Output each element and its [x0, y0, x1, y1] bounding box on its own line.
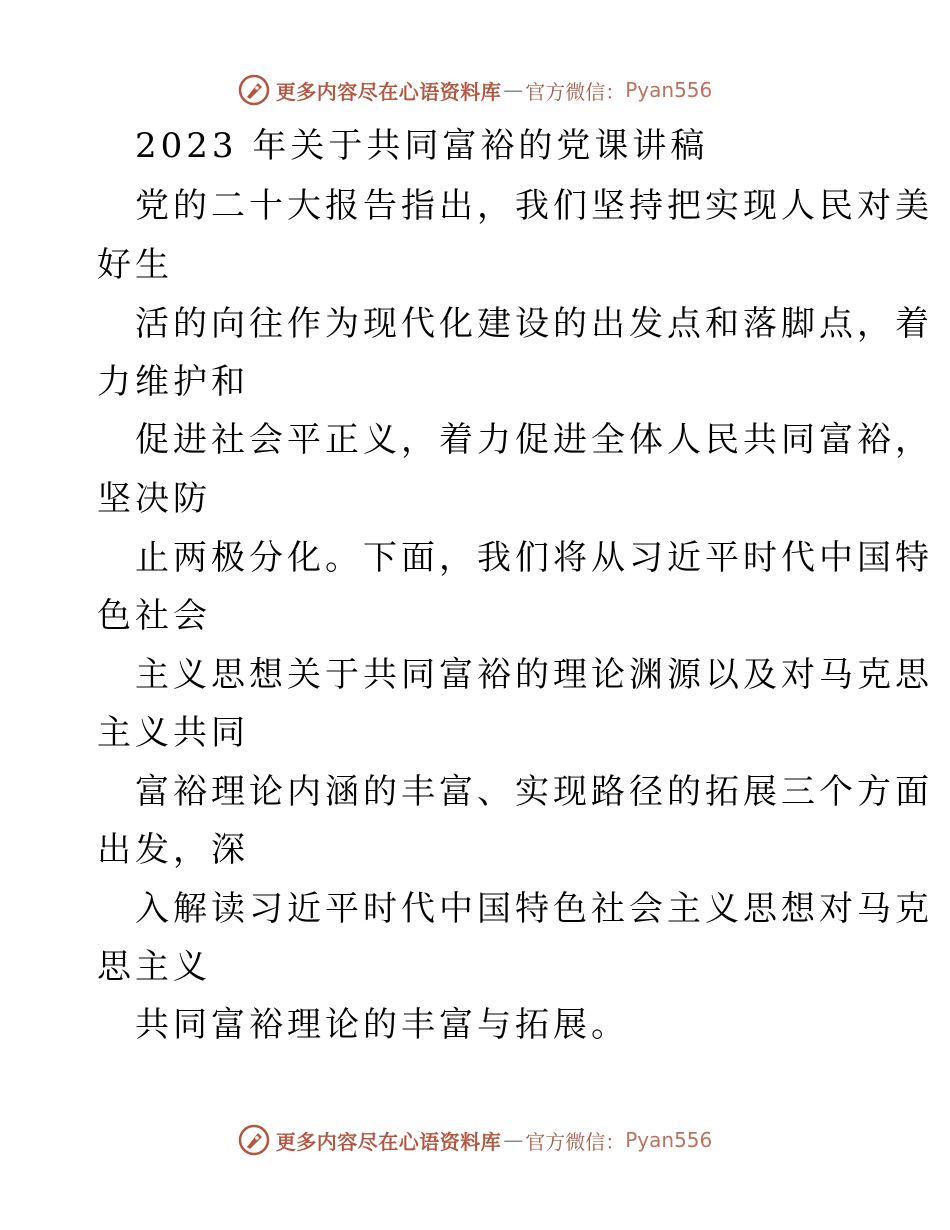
paragraph-line: 色社会	[97, 596, 211, 636]
paragraph-line: 思主义	[97, 947, 211, 987]
watermark-footer	[0, 1120, 950, 1160]
paragraph-line: 主义思想关于共同富裕的理论渊源以及对马克思	[135, 655, 933, 695]
paragraph-line: 力维护和	[97, 362, 249, 402]
paragraph-line: 党的二十大报告指出，我们坚持把实现人民对美	[135, 186, 933, 226]
paragraph-line: 主义共同	[97, 713, 249, 753]
paragraph-line: 促进社会平正义，着力促进全体人民共同富裕，	[135, 420, 933, 460]
watermark-label: 官方微信：	[525, 79, 626, 104]
paragraph-line: 止两极分化。下面，我们将从习近平时代中国特	[135, 538, 933, 578]
paragraph-line: 坚决防	[97, 479, 211, 519]
watermark-dash: —	[503, 78, 524, 102]
watermark-main-text: 更多内容尽在心语资料库	[275, 79, 502, 104]
document-title: 2023 年关于共同富裕的党课讲稿	[135, 126, 709, 166]
watermark-label: 官方微信：	[525, 1129, 626, 1154]
paragraph-line: 富裕理论内涵的丰富、实现路径的拓展三个方面	[135, 772, 933, 812]
paragraph-line: 共同富裕理论的丰富与拓展。	[135, 1005, 629, 1045]
watermark-main-text: 更多内容尽在心语资料库	[275, 1129, 502, 1154]
pen-nib-logo-icon	[238, 74, 270, 106]
paragraph-line: 出发，深	[97, 830, 249, 870]
watermark-wechat-id: Pyan556	[625, 78, 713, 102]
pen-nib-logo-icon	[238, 1124, 270, 1156]
watermark-dash: —	[503, 1128, 524, 1152]
watermark-wechat-id: Pyan556	[625, 1128, 713, 1152]
watermark-header	[0, 70, 950, 110]
paragraph-line: 活的向往作为现代化建设的出发点和落脚点，着	[135, 304, 933, 344]
paragraph-line: 入解读习近平时代中国特色社会主义思想对马克	[135, 889, 933, 929]
paragraph-line: 好生	[97, 245, 173, 285]
